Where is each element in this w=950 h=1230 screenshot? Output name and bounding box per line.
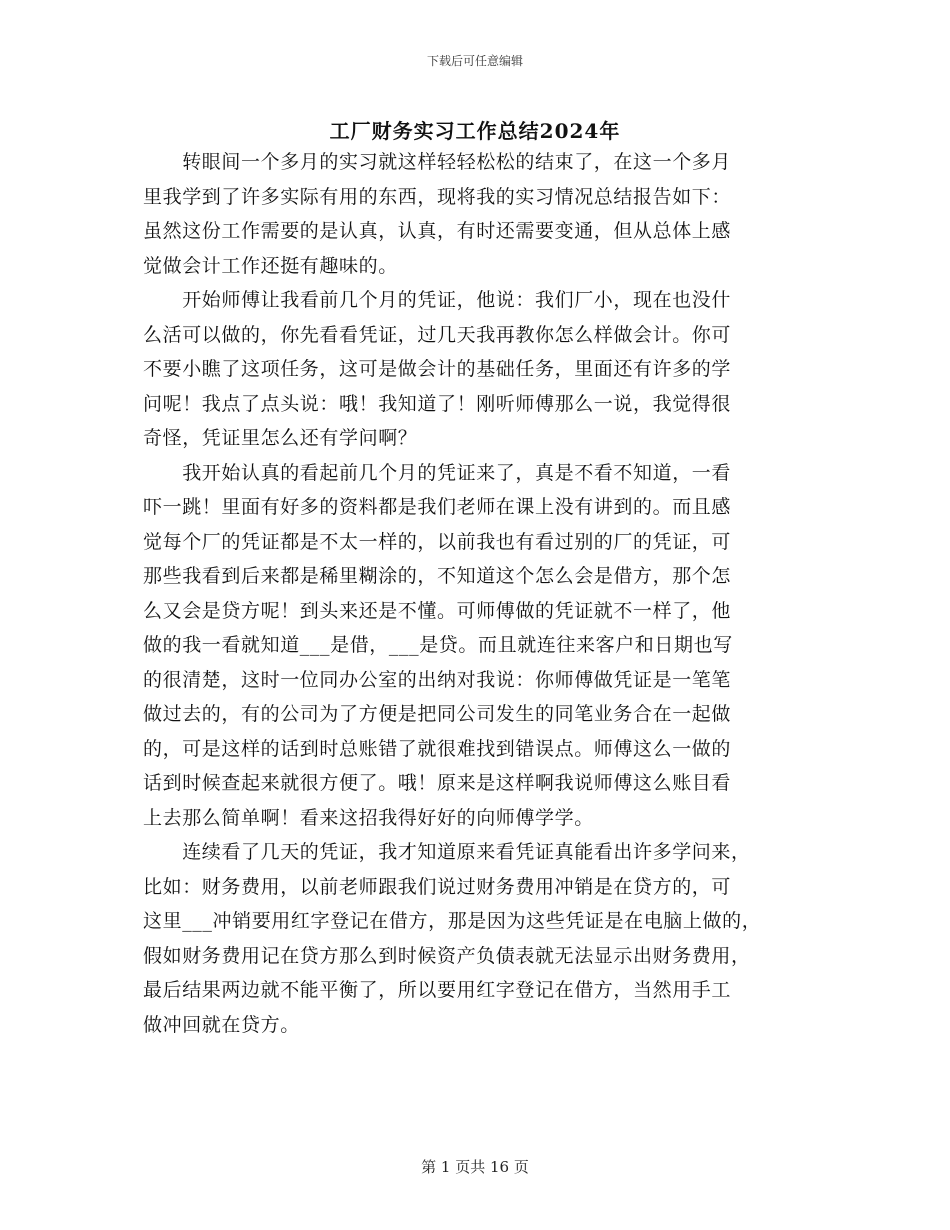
document-body [143,145,808,1042]
paragraph-line: 做的我一看就知道___是借，___是贷。而且就连往来客户和日期也写 [143,634,733,656]
paragraph-line: 问呢！我点了点头说：哦！我知道了！刚听师傅那么一说，我觉得很 [143,392,732,415]
paragraph-line: 的很清楚，这时一位同办公室的出纳对我说：你师傅做凭证是一笔笔 [143,668,732,691]
paragraph-line: 觉做会计工作还挺有趣味的。 [143,254,398,277]
paragraph-1 [143,145,808,283]
paragraph-line: 这里___冲销要用红字登记在借方，那是因为这些凭证是在电脑上做的， [143,910,762,932]
paragraph-line: 开始师傅让我看前几个月的凭证，他说：我们厂小，现在也没什 [143,289,732,311]
paragraph-line: 转眼间一个多月的实习就这样轻轻松松的结束了，在这一个多月 [143,151,732,173]
paragraph-4 [143,835,808,1042]
paragraph-line: 连续看了几天的凭证，我才知道原来看凭证真能看出许多学问来， [143,841,751,863]
paragraph-line: 吓一跳！里面有好多的资料都是我们老师在课上没有讲到的。而且感 [143,496,732,518]
paragraph-line: 我开始认真的看起前几个月的凭证来了，真是不看不知道，一看 [143,461,732,484]
paragraph-line: 里我学到了许多实际有用的东西，现将我的实习情况总结报告如下： [143,185,732,208]
document-title: 工厂财务实习工作总结2024年 [329,119,621,143]
paragraph-line: 假如财务费用记在贷方那么到时候资产负债表就无法显示出财务费用， [143,944,751,967]
paragraph-line: 么活可以做的，你先看看凭证，过几天我再教你怎么样做会计。你可 [143,323,732,346]
paragraph-line: 奇怪，凭证里怎么还有学问啊？ [143,427,418,449]
paragraph-2 [143,283,808,456]
paragraph-line: 上去那么简单啊！看来这招我得好好的向师傅学学。 [143,806,594,829]
paragraph-line: 比如：财务费用，以前老师跟我们说过财务费用冲销是在贷方的，可 [143,875,732,898]
page-footer: 第 1 页共 16 页 [421,1158,529,1176]
paragraph-line: 虽然这份工作需要的是认真，认真，有时还需要变通，但从总体上感 [143,220,732,242]
page-header: 下载后可任意编辑 [426,54,523,68]
paragraph-line: 的，可是这样的话到时总账错了就很难找到错误点。师傅这么一做的 [143,737,732,760]
paragraph-line: 话到时候查起来就很方便了。哦！原来是这样啊我说师傅这么账目看 [143,772,732,794]
paragraph-line: 那些我看到后来都是稀里糊涂的，不知道这个怎么会是借方，那个怎 [143,565,732,587]
paragraph-line: 最后结果两边就不能平衡了，所以要用红字登记在借方，当然用手工 [143,979,732,1001]
paragraph-line: 觉每个厂的凭证都是不太一样的，以前我也有看过别的厂的凭证，可 [143,530,732,553]
paragraph-line: 么又会是贷方呢！到头来还是不懂。可师傅做的凭证就不一样了，他 [143,599,732,622]
paragraph-line: 不要小瞧了这项任务，这可是做会计的基础任务，里面还有许多的学 [143,358,732,380]
paragraph-line: 做过去的，有的公司为了方便是把同公司发生的同笔业务合在一起做 [143,703,732,725]
paragraph-line: 做冲回就在贷方。 [143,1013,300,1036]
paragraph-3 [143,456,808,836]
